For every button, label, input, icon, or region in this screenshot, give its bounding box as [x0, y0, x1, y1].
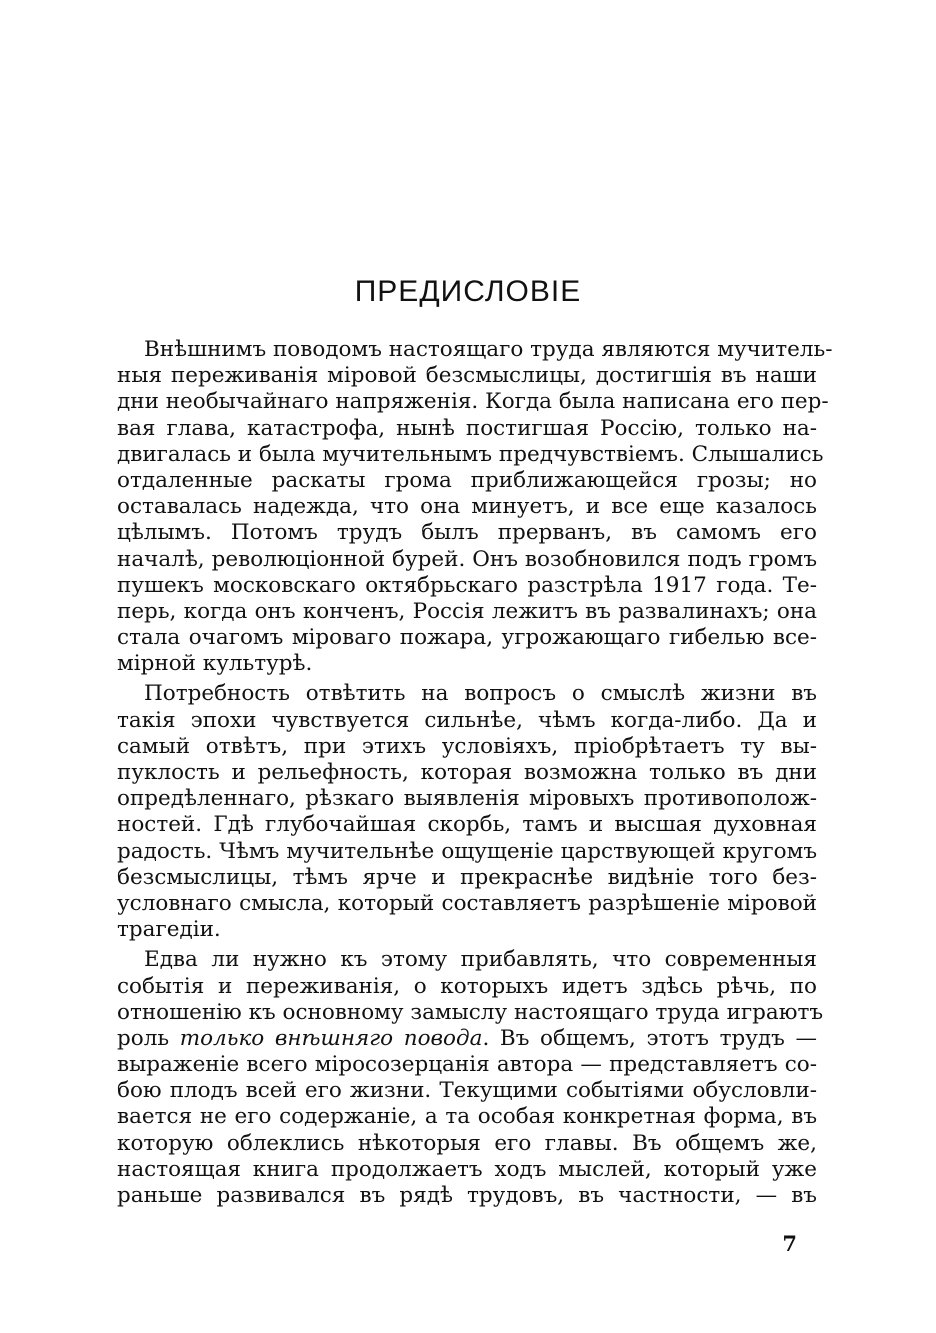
- text-line: самый отвѣтъ, при этихъ условіяхъ, пріобрѣтаетъ ту вы-: [117, 733, 817, 759]
- text-line: радость. Чѣмъ мучительнѣе ощущеніе царствующей кругомъ: [117, 838, 817, 864]
- text-line-with-italic: [117, 1026, 817, 1052]
- text-line: ныя переживанія міровой безсмыслицы, достигшія въ наши: [117, 363, 817, 389]
- text-line: Потребность отвѣтить на вопросъ о смыслѣ жизни въ: [144, 681, 817, 707]
- text-fragment: . Въ общемъ, этотъ трудъ —: [482, 1025, 817, 1051]
- text-line: стала очагомъ міроваго пожара, угрожающаго гибелью все-: [117, 625, 817, 651]
- page-number: 7: [782, 1231, 797, 1256]
- text-line: раньше развивался въ рядѣ трудовъ, въ частности, — въ: [117, 1183, 817, 1208]
- text-line: пушекъ московскаго октябрьскаго разстрѣла 1917 года. Те-: [117, 572, 817, 598]
- text-line: настоящая книга продолжаетъ ходъ мыслей, который уже: [117, 1156, 817, 1182]
- text-line: перь, когда онъ конченъ, Россія лежитъ въ развалинахъ; она: [117, 598, 817, 624]
- text-line: Едва ли нужно къ этому прибавлять, что современныя: [144, 947, 817, 973]
- text-line: трагедіи.: [117, 917, 221, 943]
- text-line: такія эпохи чувствуется сильнѣе, чѣмъ когда-либо. Да и: [117, 707, 817, 733]
- text-line: ностей. Гдѣ глубочайшая скорбь, тамъ и высшая духовная: [117, 812, 817, 838]
- text-line: пуклость и рельефность, которая возможна только въ дни: [117, 760, 817, 785]
- page-title: ПРЕДИСЛОВІЕ: [354, 275, 582, 308]
- text-line: безсмыслицы, тѣмъ ярче и прекраснѣе видѣніе того без-: [117, 864, 817, 890]
- text-line: условнаго смысла, который составляетъ разрѣшеніе міровой: [117, 890, 817, 916]
- text-line: которую облеклись нѣкоторыя его главы. Въ общемъ же,: [117, 1130, 817, 1156]
- text-line: выраженіе всего міросозерцанія автора — представляетъ со-: [117, 1052, 817, 1078]
- text-line: мірной культурѣ.: [117, 651, 313, 677]
- text-line: вается не его содержаніе, а та особая конкретная форма, въ: [117, 1104, 817, 1130]
- text-line: цѣлымъ. Потомъ трудъ былъ прерванъ, въ самомъ его: [117, 520, 817, 546]
- text-line: двигалась и была мучительнымъ предчувствіемъ. Слышались: [117, 441, 824, 467]
- body-text: [117, 337, 833, 1209]
- text-line: бою плодъ всей его жизни. Текущими событіями обусловли-: [117, 1078, 817, 1104]
- text-line: Внѣшнимъ поводомъ настоящаго труда являются мучитель-: [144, 337, 833, 362]
- text-line: событія и переживанія, о которыхъ идетъ здѣсь рѣчь, по: [117, 973, 817, 999]
- text-line: вая глава, катастрофа, нынѣ постигшая Россію, только на-: [117, 415, 817, 441]
- text-line: дни необычайнаго напряженія. Когда была написана его пер-: [117, 389, 829, 415]
- text-line: отдаленные раскаты грома приближающейся грозы; но: [117, 467, 817, 493]
- text-line: отношенію къ основному замыслу настоящаго труда играютъ: [117, 999, 824, 1025]
- text-line: оставалась надежда, что она минуетъ, и все еще казалось: [117, 494, 817, 520]
- text-fragment: роль: [117, 1025, 180, 1051]
- text-line: началѣ, революціонной бурей. Онъ возобновился подъ громъ: [117, 546, 817, 572]
- italic-emphasis: только внѣшняго повода: [179, 1025, 483, 1051]
- text-line: опредѣленнаго, рѣзкаго выявленія міровыхъ противополож-: [117, 786, 817, 812]
